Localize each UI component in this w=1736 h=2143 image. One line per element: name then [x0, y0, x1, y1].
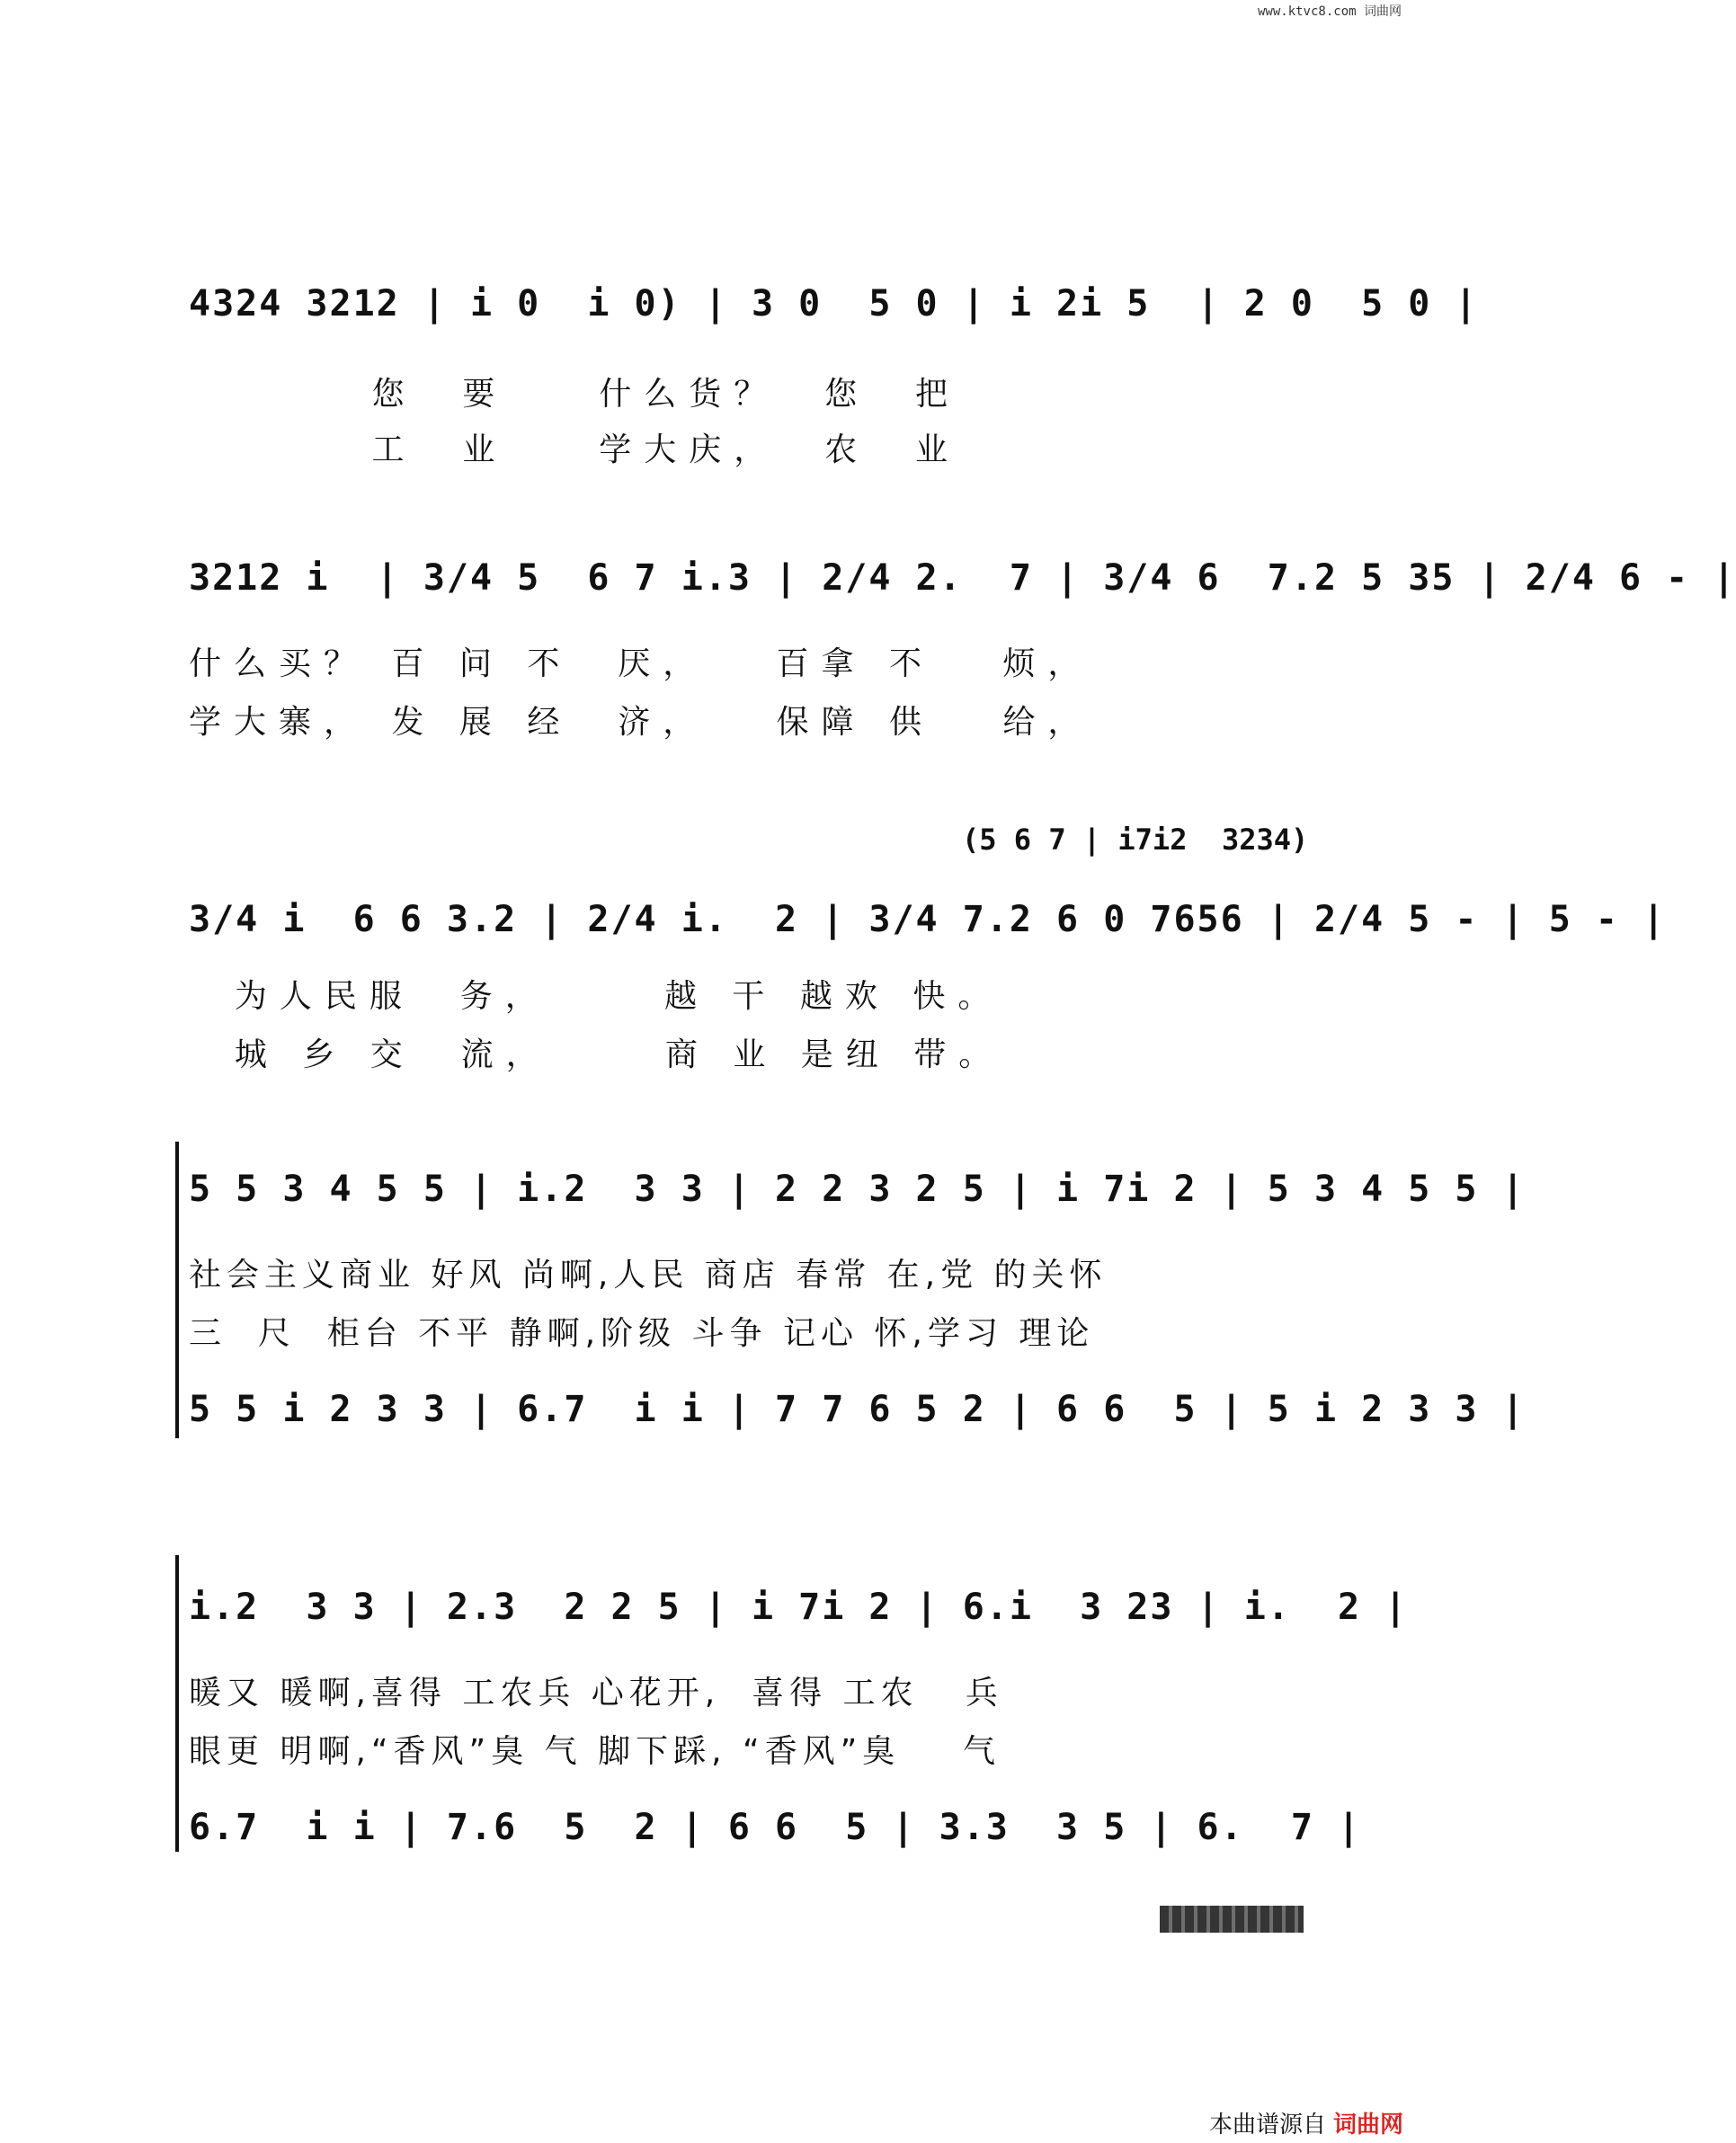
lyrics-row-4-verse-1: 社会主义商业 好风 尚啊,人民 商店 春常 在,党 的关怀 [189, 1257, 1108, 1294]
lyrics-row-3-verse-2: 城 乡 交 流， 商 业 是纽 带。 [189, 1036, 1004, 1073]
score-row-3: 3/4 i 6 6 3.2 | 2/4 i. 2 | 3/4 7.2 6 0 7656 | 2/4 5 - | 5 - | [189, 899, 1667, 940]
lyrics-row-2-verse-2: 学大寨， 发 展 经 济， 保障 供 给， [189, 704, 1093, 741]
watermark-brand: 词曲网 [1332, 2112, 1403, 2139]
system-bracket-2 [175, 1555, 179, 1852]
top-watermark: www.ktvc8.com 词曲网 [1257, 4, 1402, 19]
lyrics-row-2-verse-1: 什么买？ 百 问 不 厌， 百拿 不 烦， [189, 645, 1093, 682]
score-row-5-upper: i.2 3 3 | 2.3 2 2 5 | i 7i 2 | 6.i 3 23 | i. 2 | [189, 1587, 1409, 1628]
page-number-smudge [1160, 1906, 1304, 1933]
score-row-4-upper: 5 5 3 4 5 5 | i.2 3 3 | 2 2 3 2 5 | i 7i 2 | 5 3 4 5 5 | [189, 1169, 1526, 1210]
watermark-prefix: 本曲谱源自 [1208, 2112, 1326, 2139]
lyrics-row-3-verse-1: 为人民服 务， 越 干 越欢 快。 [189, 978, 1003, 1015]
lyrics-row-1-verse-1: 您 要 什么货？ 您 把 [189, 376, 960, 413]
score-row-5-lower: 6.7 i i | 7.6 5 2 | 6 6 5 | 3.3 3 5 | 6. 7 | [189, 1807, 1362, 1848]
lyrics-row-1-verse-2: 工 业 学大庆， 农 业 [189, 431, 960, 468]
lyrics-row-5-verse-1: 暖又 暖啊,喜得 工农兵 心花开, 喜得 工农 兵 [189, 1675, 1003, 1712]
lyrics-row-4-verse-2: 三 尺 柜台 不平 静啊,阶级 斗争 记心 怀,学习 理论 [189, 1315, 1095, 1352]
score-row-2: 3212 i | 3/4 5 6 7 i.3 | 2/4 2. 7 | 3/4 6 7.2 5 35 | 2/4 6 - | [189, 557, 1736, 599]
bottom-watermark [1209, 2106, 1403, 2139]
score-row-1: 4324 3212 | i 0 i 0) | 3 0 5 0 | i 2i 5 | 2 0 5 0 | [189, 283, 1479, 325]
lyrics-row-5-verse-2: 眼更 明啊,“香风”臭 气 脚下踩, “香风”臭 气 [189, 1733, 1002, 1770]
system-bracket-1 [175, 1142, 179, 1438]
interlude-notation: (5 6 7 | i7i2 3234) [962, 823, 1309, 857]
score-row-4-lower: 5 5 i 2 3 3 | 6.7 i i | 7 7 6 5 2 | 6 6 5 | 5 i 2 3 3 | [189, 1389, 1526, 1430]
